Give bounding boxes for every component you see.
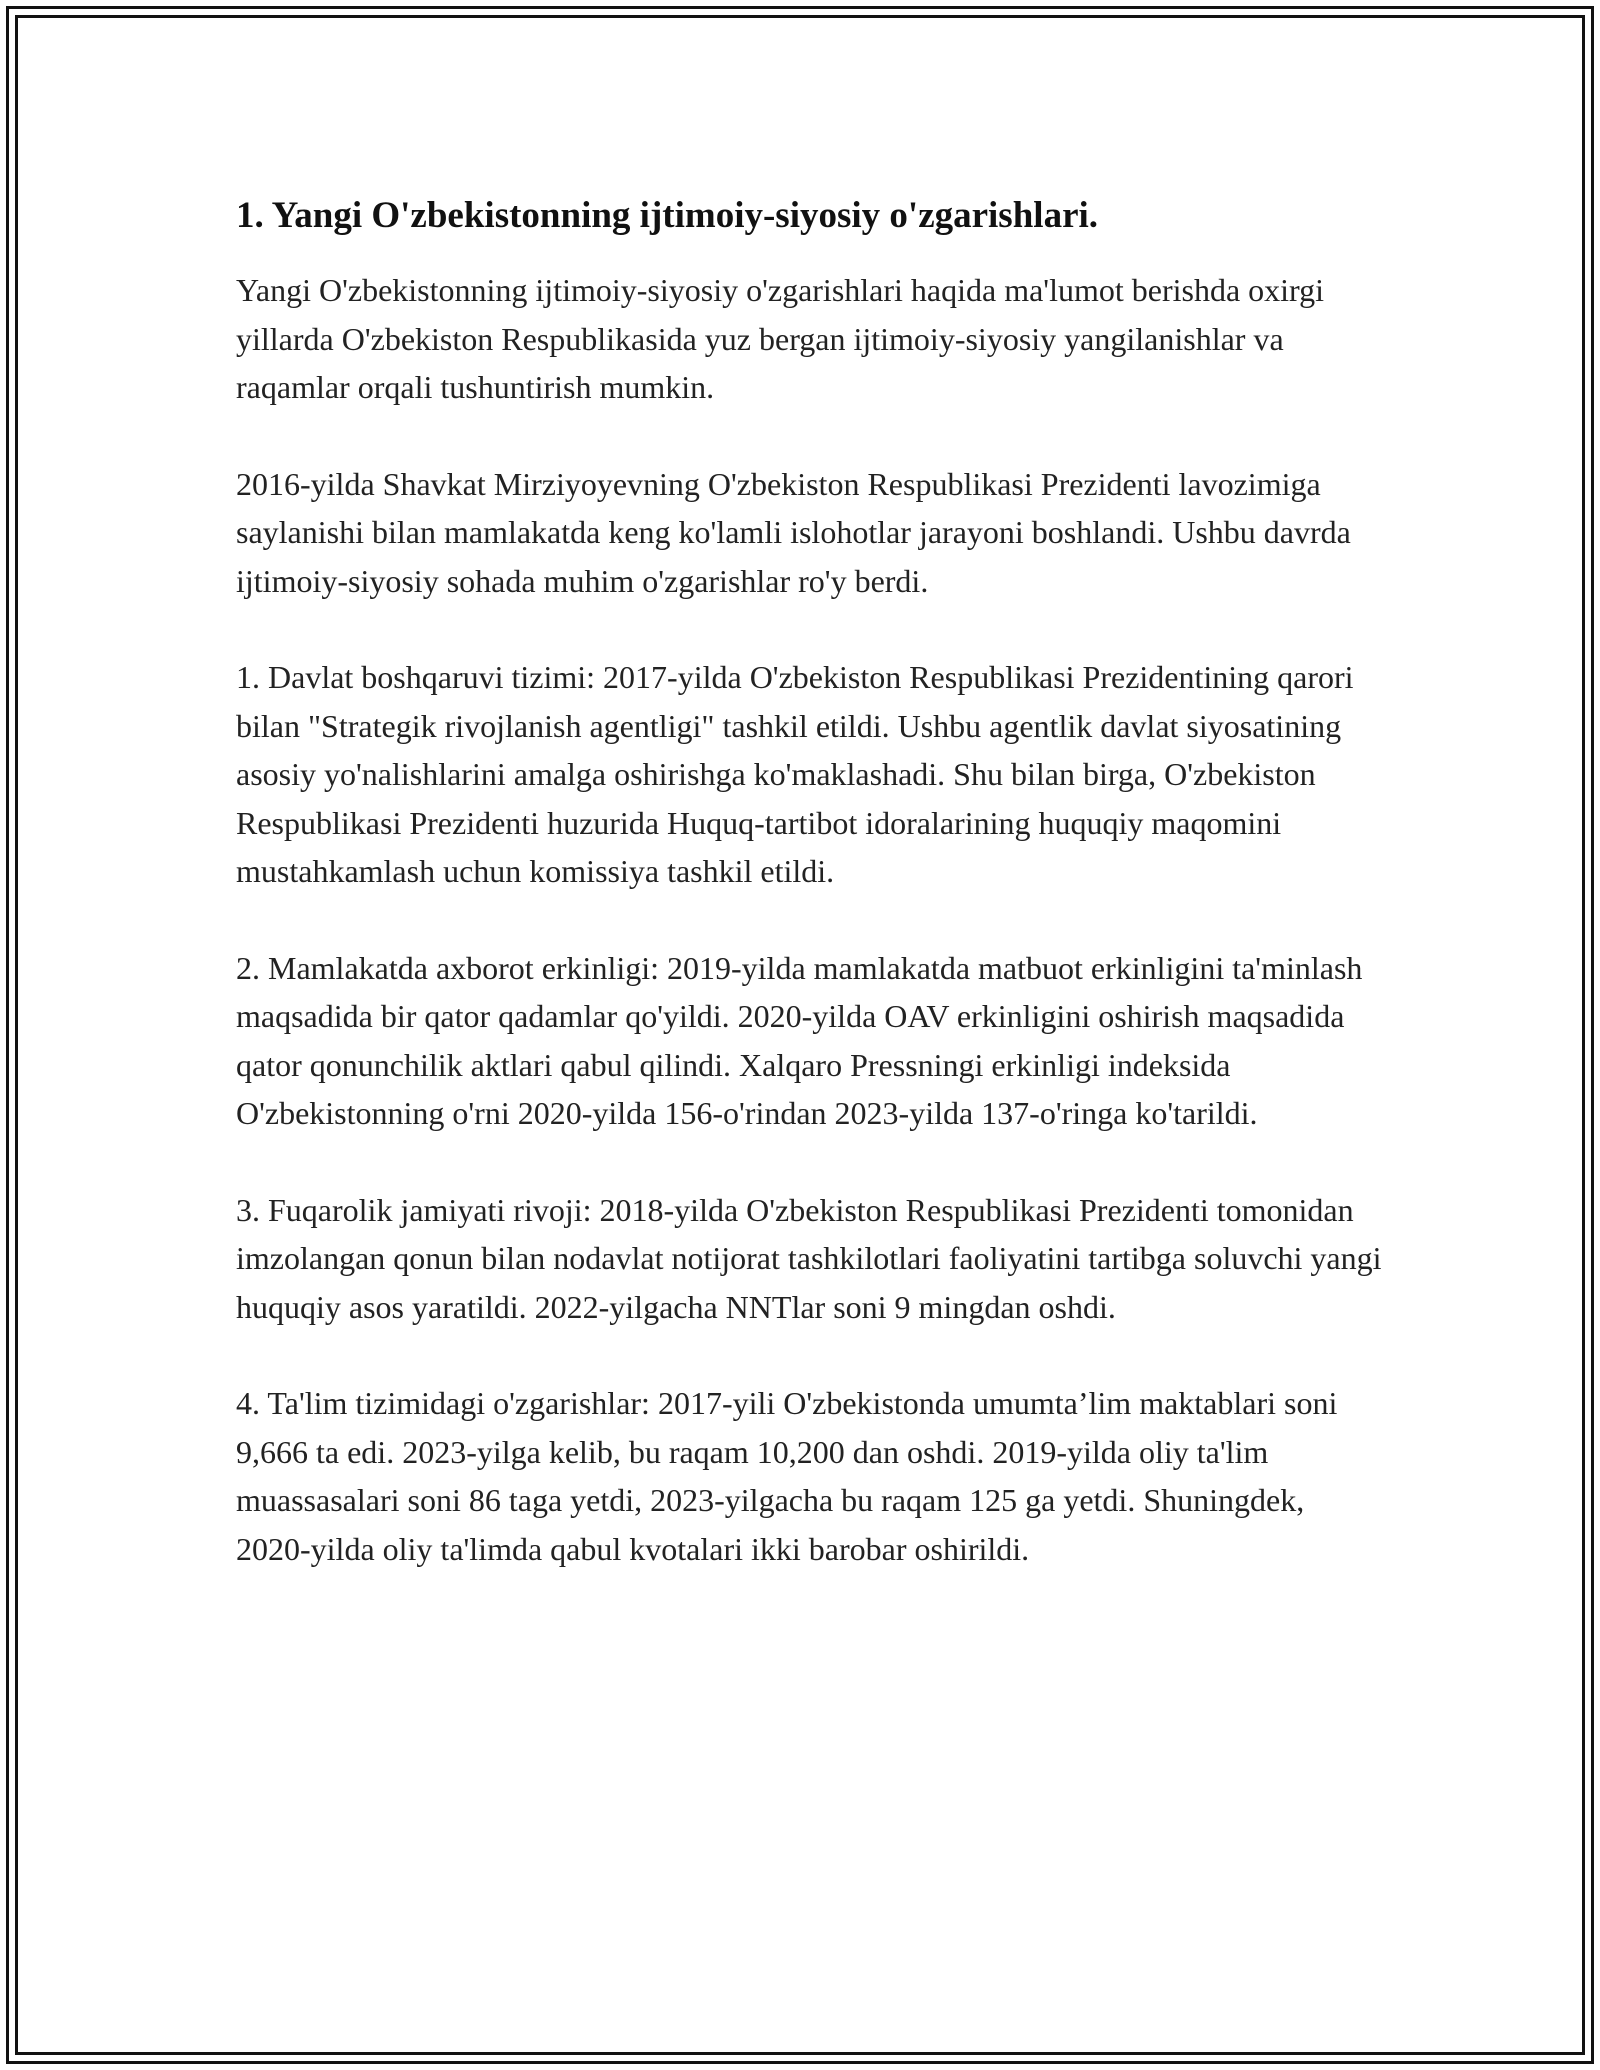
document-body [236,190,1386,1621]
media-freedom-paragraph: 2. Mamlakatda axborot erkinligi: 2019-yilda mamlakatda matbuot erkinligini ta'minlash maqsadida bir qator qadamlar qo'yildi. 2020-yilda OAV erkinligini oshirish maqsadida qator qonunchilik aktlari qabul qilindi. Xalqaro Pressningi erkinligi indeksida O'zbekistonning o'rni 2020-yilda 156-o'rindan 2023-yilda 137-o'ringa ko'tarildi. [236,949,1363,1131]
background-paragraph: 2016-yilda Shavkat Mirziyoyevning O'zbekiston Respublikasi Prezidenti lavozimiga saylanishi bilan mamlakatda keng ko'lamli islohotlar jarayoni boshlandi. Ushbu davrda ijtimoiy-siyosiy sohada muhim o'zgarishlar ro'y berdi. [236,465,1351,599]
section-heading: 1. Yangi O'zbekistonning ijtimoiy-siyosiy o'zgarishlari. [236,195,1099,236]
civil-society-paragraph: 3. Fuqarolik jamiyati rivoji: 2018-yilda O'zbekiston Respublikasi Prezidenti tomonidan imzolangan qonun bilan nodavlat notijorat tashkilotlari faoliyatini tartibga soluvchi yangi huquqiy asos yaratildi. 2022-yilgacha NNTlar soni 9 mingdan oshdi. [236,1191,1382,1325]
education-paragraph: 4. Ta'lim tizimidagi o'zgarishlar: 2017-yili O'zbekistonda umumta’lim maktablari soni 9,666 ta edi. 2023-yilga kelib, bu raqam 10,200 dan oshdi. 2019-yilda oliy ta'lim muassasalari soni 86 taga yetdi, 2023-yilgacha bu raqam 125 ga yetdi. Shuningdek, 2020-yilda oliy ta'limda qabul kvotalari ikki barobar oshirildi. [236,1385,1338,1567]
governance-paragraph: 1. Davlat boshqaruvi tizimi: 2017-yilda O'zbekiston Respublikasi Prezidentining qarori bilan "Strategik rivojlanish agentligi" tashkil etildi. Ushbu agentlik davlat siyosatining asosiy yo'nalishlarini amalga oshirishga ko'maklashadi. Shu bilan birga, O'zbekiston Respublikasi Prezidenti huzurida Huquq-tartibot idoralarining huquqiy maqomini mustahkamlash uchun komissiya tashkil etildi. [236,659,1354,889]
intro-paragraph: Yangi O'zbekistonning ijtimoiy-siyosiy o'zgarishlari haqida ma'lumot berishda oxirgi yillarda O'zbekiston Respublikasida yuz bergan ijtimoiy-siyosiy yangilanishlar va raqamlar orqali tushuntirish mumkin. [236,272,1324,405]
